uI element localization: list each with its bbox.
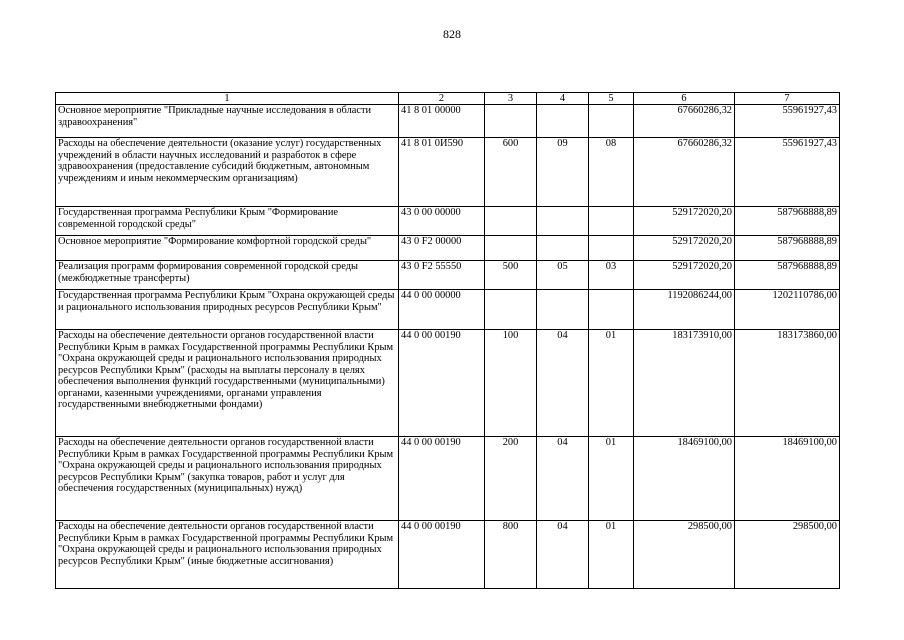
- amount-year1-cell: 67660286,32: [634, 138, 735, 207]
- page-number: 828: [443, 27, 461, 41]
- target-code-cell: 41 8 01 00000: [399, 105, 485, 138]
- table-row: [56, 437, 840, 521]
- amount-year2-cell: 1202110786,00: [735, 290, 840, 330]
- row-name-cell: Основное мероприятие "Формирование комфортной городской среды": [56, 236, 399, 261]
- amount-year2-cell: 55961927,43: [735, 105, 840, 138]
- subsection-cell: [589, 105, 634, 138]
- expense-type-cell: [485, 236, 537, 261]
- section-cell: [537, 207, 589, 236]
- column-header-row: [56, 93, 840, 105]
- amount-year1-cell: 529172020,20: [634, 261, 735, 290]
- subsection-cell: 01: [589, 437, 634, 521]
- target-code-cell: 44 0 00 00000: [399, 290, 485, 330]
- amount-year1-cell: 529172020,20: [634, 207, 735, 236]
- target-code-cell: 44 0 00 00190: [399, 437, 485, 521]
- table-row: [56, 330, 840, 437]
- column-header: 2: [399, 93, 485, 105]
- section-cell: 04: [537, 521, 589, 589]
- target-code-cell: 43 0 00 00000: [399, 207, 485, 236]
- section-cell: 09: [537, 138, 589, 207]
- amount-year2-cell: 55961927,43: [735, 138, 840, 207]
- section-cell: [537, 236, 589, 261]
- table-row: [56, 236, 840, 261]
- subsection-cell: [589, 236, 634, 261]
- row-name-cell: Основное мероприятие "Прикладные научные исследования в области здравоохранения": [56, 105, 399, 138]
- column-header: 7: [735, 93, 840, 105]
- row-name-cell: Государственная программа Республики Крым "Формирование современной городской среды": [56, 207, 399, 236]
- subsection-cell: 03: [589, 261, 634, 290]
- budget-table: [55, 92, 840, 589]
- subsection-cell: 01: [589, 521, 634, 589]
- column-header: 1: [56, 93, 399, 105]
- expense-type-cell: 600: [485, 138, 537, 207]
- row-name-cell: Государственная программа Республики Крым "Охрана окружающей среды и рационального использования природных ресурсов Республики Крым": [56, 290, 399, 330]
- target-code-cell: 41 8 01 0И590: [399, 138, 485, 207]
- row-name-cell: Реализация программ формирования современной городской среды (межбюджетные трансферты): [56, 261, 399, 290]
- column-header: 5: [589, 93, 634, 105]
- expense-type-cell: [485, 290, 537, 330]
- amount-year1-cell: 18469100,00: [634, 437, 735, 521]
- amount-year1-cell: 1192086244,00: [634, 290, 735, 330]
- amount-year1-cell: 67660286,32: [634, 105, 735, 138]
- row-name-cell: Расходы на обеспечение деятельности органов государственной власти Республики Крым в рамках Государственной программы Республики Крым "Охрана окружающей среды и рационального использования природных ресурсов Республики Крым" (закупка товаров, работ и услуг для обеспечения государственных (муниципальных) нужд): [56, 437, 399, 521]
- column-header: 4: [537, 93, 589, 105]
- section-cell: [537, 290, 589, 330]
- amount-year1-cell: 529172020,20: [634, 236, 735, 261]
- table-row: [56, 261, 840, 290]
- expense-type-cell: [485, 207, 537, 236]
- target-code-cell: 43 0 F2 00000: [399, 236, 485, 261]
- column-header: 3: [485, 93, 537, 105]
- expense-type-cell: 800: [485, 521, 537, 589]
- amount-year2-cell: 298500,00: [735, 521, 840, 589]
- target-code-cell: 43 0 F2 55550: [399, 261, 485, 290]
- column-header: 6: [634, 93, 735, 105]
- amount-year2-cell: 587968888,89: [735, 261, 840, 290]
- amount-year2-cell: 587968888,89: [735, 236, 840, 261]
- expense-type-cell: 500: [485, 261, 537, 290]
- expense-type-cell: [485, 105, 537, 138]
- subsection-cell: [589, 207, 634, 236]
- subsection-cell: 01: [589, 330, 634, 437]
- row-name-cell: Расходы на обеспечение деятельности органов государственной власти Республики Крым в рамках Государственной программы Республики Крым "Охрана окружающей среды и рационального использования природных ресурсов Республики Крым" (расходы на выплаты персоналу в целях обеспечения выполнения функций государственными (муниципальными) органами, казенными учреждениями, органами управления государственными внебюджетными фондами): [56, 330, 399, 437]
- amount-year1-cell: 298500,00: [634, 521, 735, 589]
- target-code-cell: 44 0 00 00190: [399, 330, 485, 437]
- target-code-cell: 44 0 00 00190: [399, 521, 485, 589]
- expense-type-cell: 200: [485, 437, 537, 521]
- table-row: [56, 105, 840, 138]
- section-cell: 04: [537, 330, 589, 437]
- subsection-cell: 08: [589, 138, 634, 207]
- subsection-cell: [589, 290, 634, 330]
- section-cell: 05: [537, 261, 589, 290]
- row-name-cell: Расходы на обеспечение деятельности органов государственной власти Республики Крым в рамках Государственной программы Республики Крым "Охрана окружающей среды и рационального использования природных ресурсов Республики Крым" (иные бюджетные ассигнования): [56, 521, 399, 589]
- section-cell: [537, 105, 589, 138]
- table-row: [56, 290, 840, 330]
- amount-year2-cell: 18469100,00: [735, 437, 840, 521]
- amount-year2-cell: 183173860,00: [735, 330, 840, 437]
- table-row: [56, 521, 840, 589]
- amount-year1-cell: 183173910,00: [634, 330, 735, 437]
- row-name-cell: Расходы на обеспечение деятельности (оказание услуг) государственных учреждений в области научных исследований и разработок в сфере здравоохранения (предоставление субсидий бюджетным, автономным учреждениям и иным некоммерческим организациям): [56, 138, 399, 207]
- expense-type-cell: 100: [485, 330, 537, 437]
- amount-year2-cell: 587968888,89: [735, 207, 840, 236]
- table-row: [56, 207, 840, 236]
- table-row: [56, 138, 840, 207]
- section-cell: 04: [537, 437, 589, 521]
